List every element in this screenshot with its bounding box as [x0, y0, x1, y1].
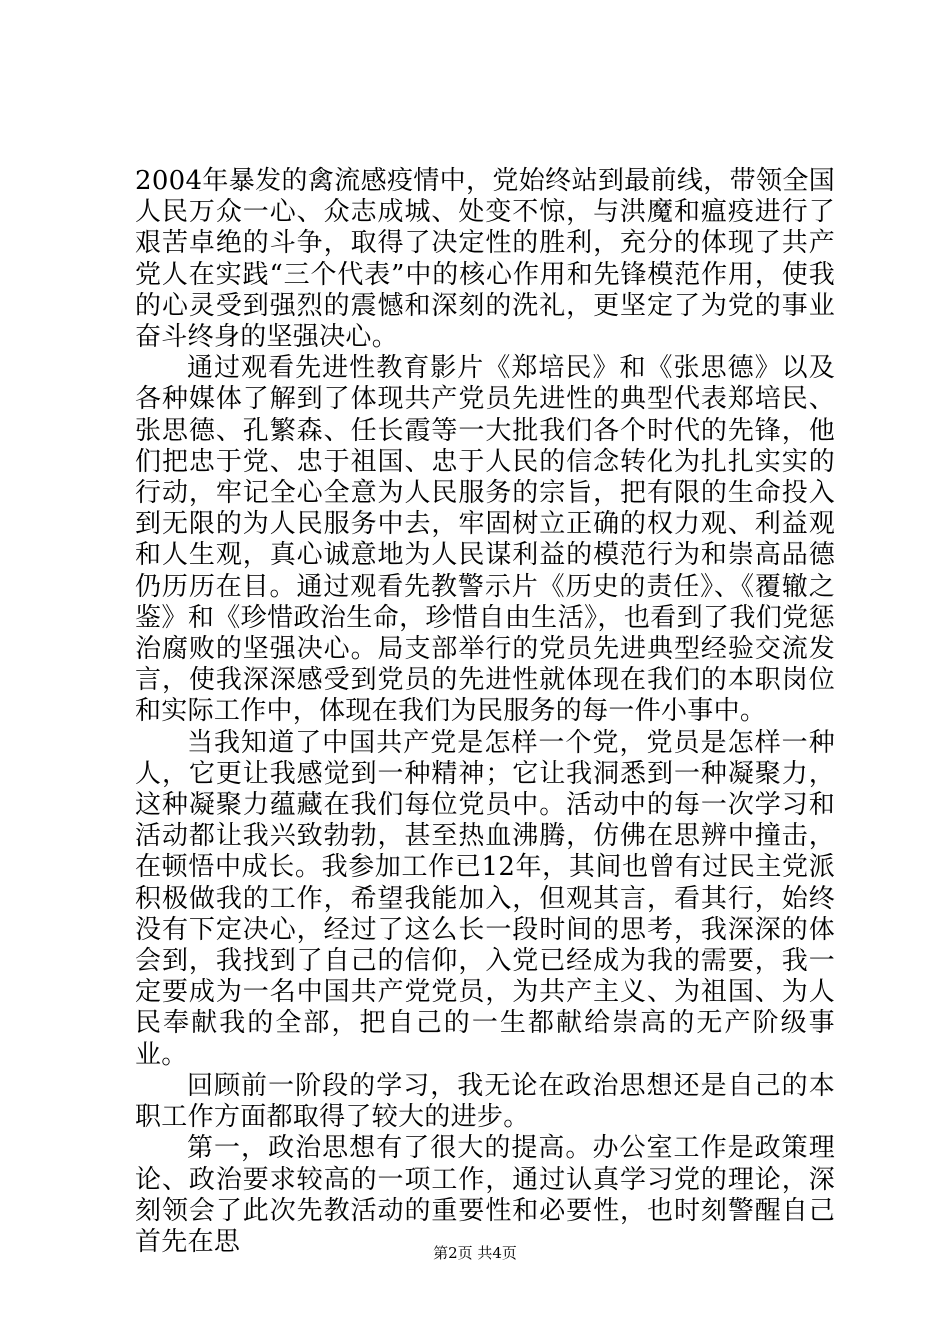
paragraph-5: 第一，政治思想有了很大的提高。办公室工作是政策理论、政治要求较高的一项工作，通过认真学习党的理论，深刻领会了此次先教活动的重要性和必要性，也时刻警醒自己首先在思 — [135, 1133, 835, 1257]
paragraph-2: 通过观看先进性教育影片《郑培民》和《张思德》以及各种媒体了解到了体现共产党员先进性的典型代表郑培民、张思德、孔繁森、任长霞等一大批我们各个时代的先锋，他们把忠于党、忠于祖国、忠于人民的信念转化为扎扎实实的行动，牢记全心全意为人民服务的宗旨，把有限的生命投入到无限的为人民服务中去，牢固树立正确的权力观、利益观和人生观，真心诚意地为人民谋利益的模范行为和崇高品德仍历历在目。通过观看先教警示片《历史的责任》、《覆辙之鉴》和《珍惜政治生命，珍惜自由生活》，也看到了我们党惩治腐败的坚强决心。局支部举行的党员先进典型经验交流发言，使我深深感受到党员的先进性就体现在我们的本职岗位和实际工作中，体现在我们为民服务的每一件小事中。 — [135, 353, 835, 727]
paragraph-1: 2004年暴发的禽流感疫情中，党始终站到最前线，带领全国人民万众一心、众志成城、处变不惊，与洪魔和瘟疫进行了艰苦卓绝的斗争，取得了决定性的胜利，充分的体现了共产党人在实践“三个代表”中的核心作用和先锋模范作用，使我的心灵受到强烈的震憾和深刻的洗礼，更坚定了为党的事业奋斗终身的坚强决心。 — [135, 166, 835, 353]
paragraph-3: 当我知道了中国共产党是怎样一个党，党员是怎样一种人，它更让我感觉到一种精神；它让我洞悉到一种凝聚力，这种凝聚力蕴藏在我们每位党员中。活动中的每一次学习和活动都让我兴致勃勃，甚至热血沸腾，仿佛在思辨中撞击，在顿悟中成长。我参加工作已12年，其间也曾有过民主党派积极做我的工作，希望我能加入，但观其言，看其行，始终没有下定决心，经过了这么长一段时间的思考，我深深的体会到，我找到了自己的信仰，入党已经成为我的需要，我一定要成为一名中国共产党党员，为共产主义、为祖国、为人民奉献我的全部，把自己的一生都献给崇高的无产阶级事业。 — [135, 727, 835, 1070]
paragraph-4: 回顾前一阶段的学习，我无论在政治思想还是自己的本职工作方面都取得了较大的进步。 — [135, 1070, 835, 1133]
page-footer: 第2页 共4页 — [433, 1244, 517, 1262]
document-body — [135, 166, 835, 1258]
